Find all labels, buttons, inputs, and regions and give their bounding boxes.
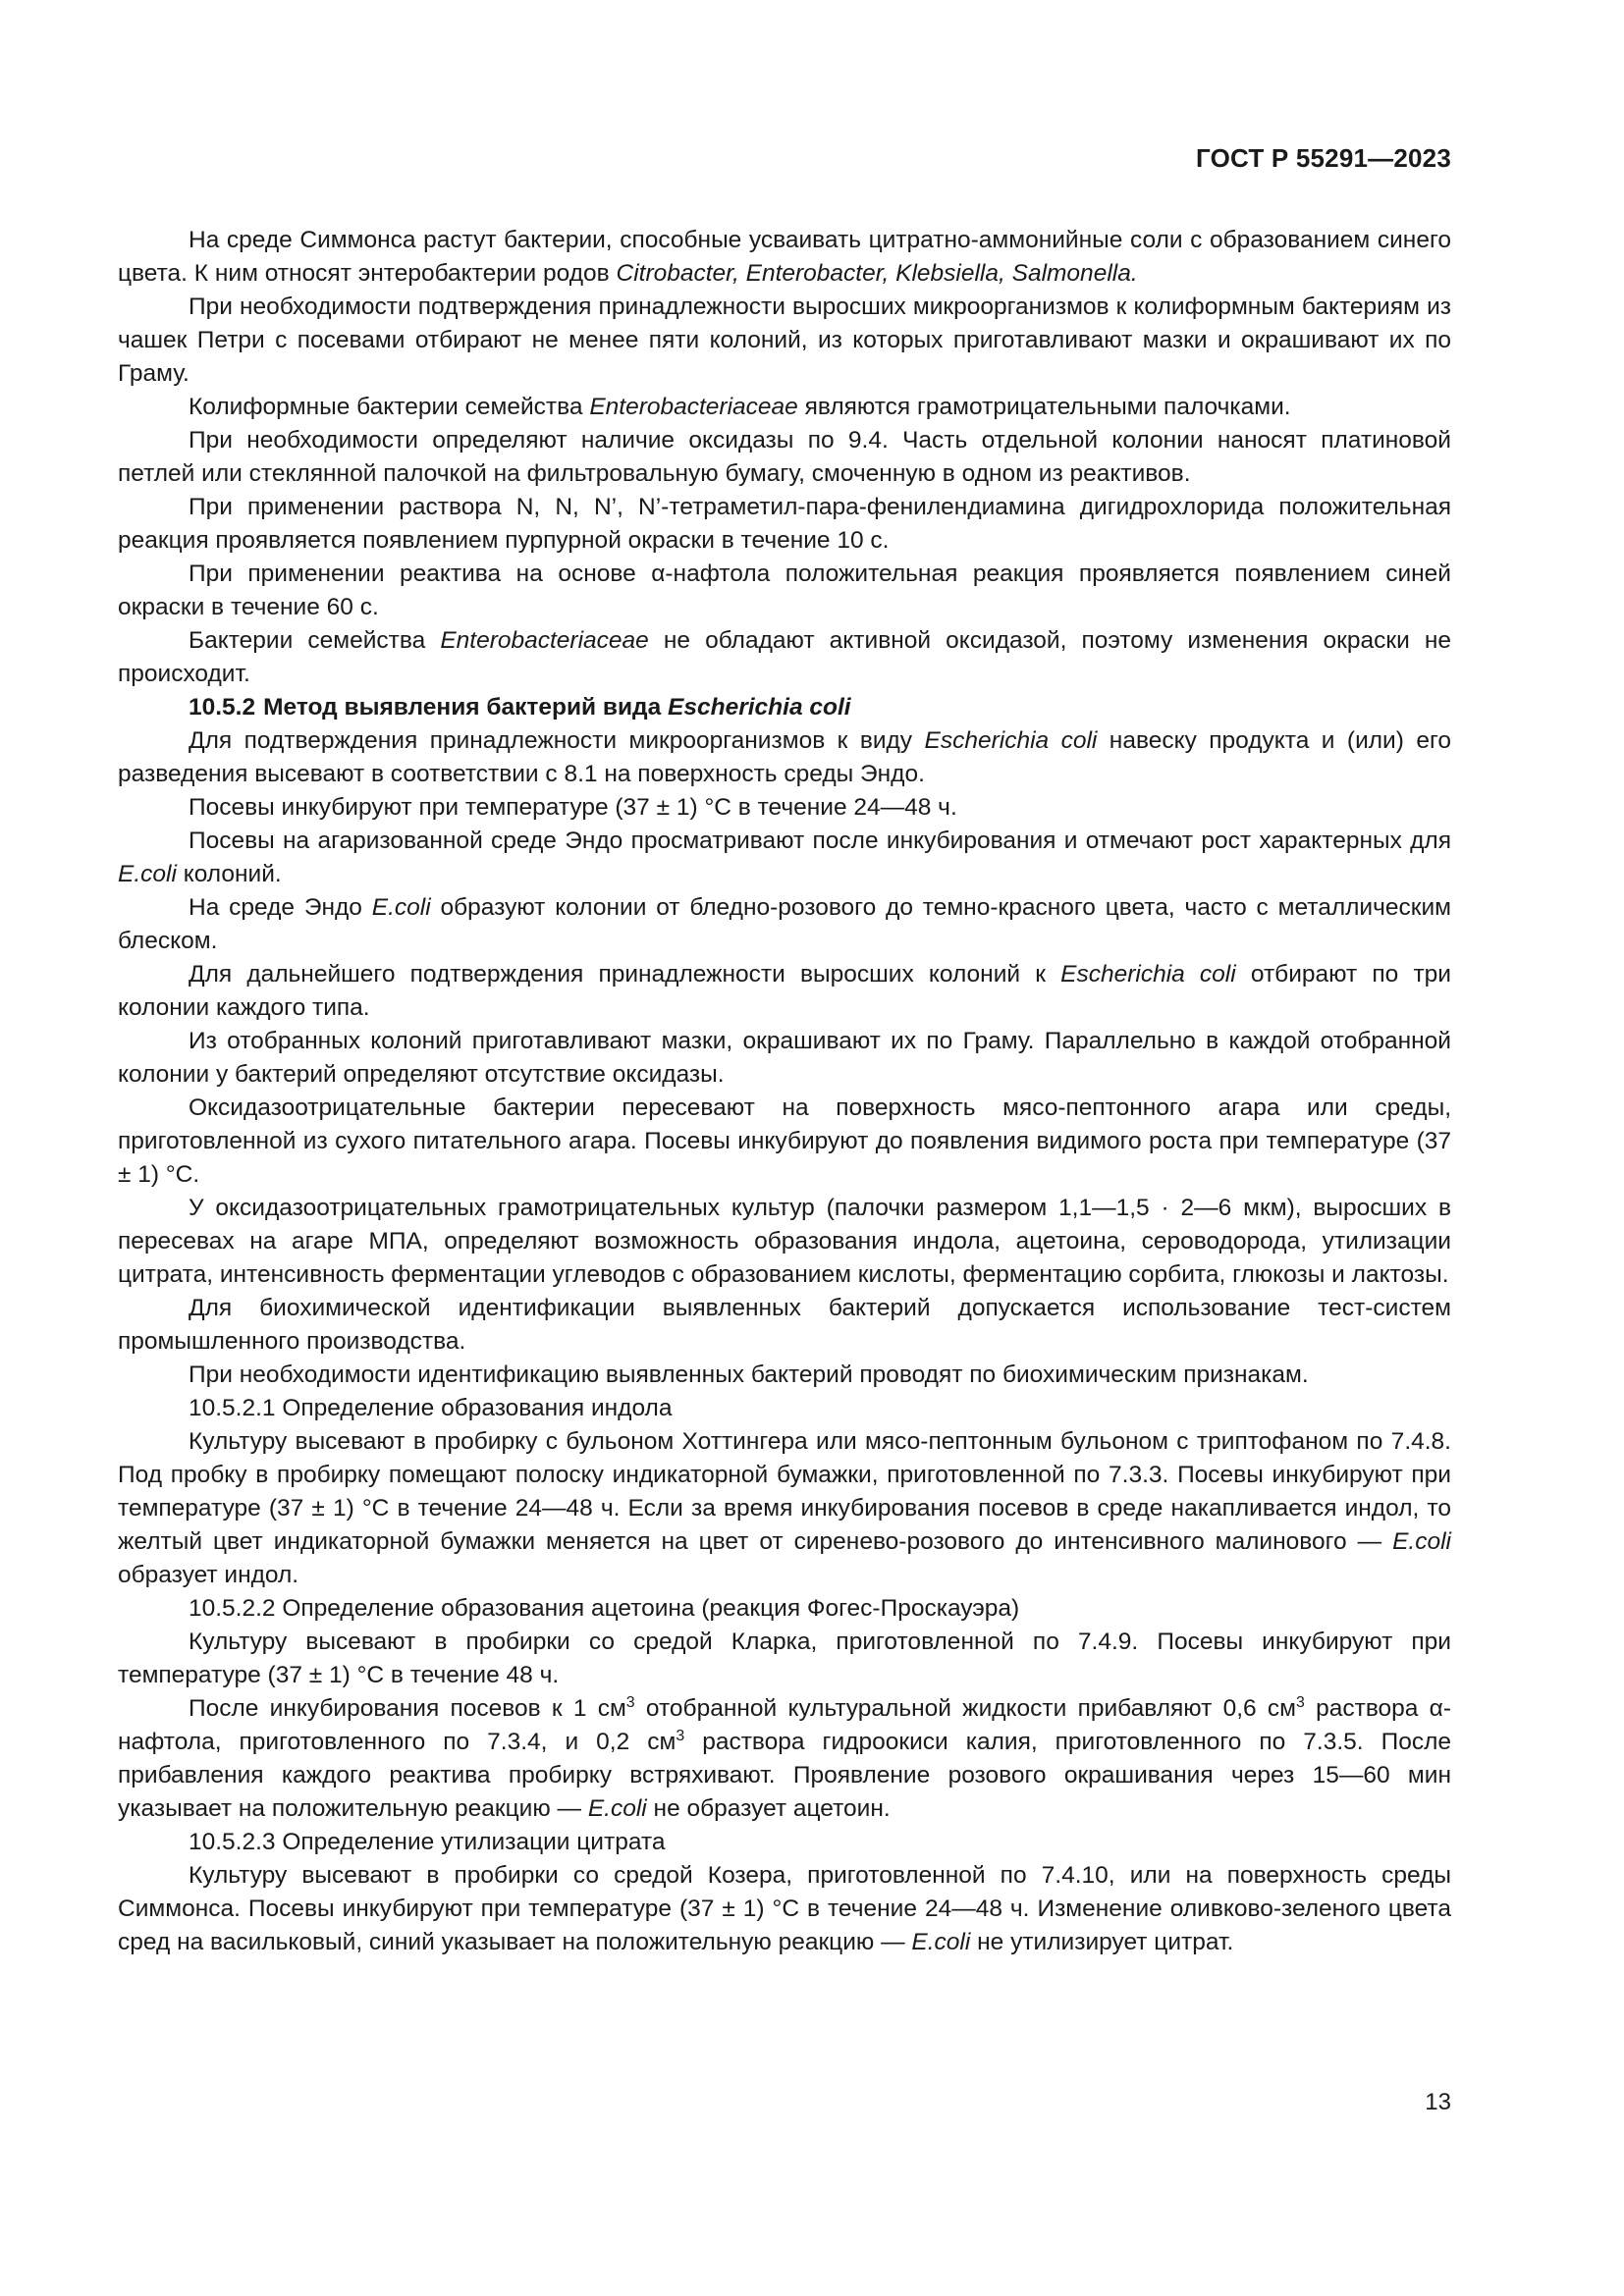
text-run: не образует ацетоин. [646, 1795, 891, 1822]
text-run: При применении раствора N, N, N’, N’-тетраметил-пара-фенилендиамина дигидрохлорида положительная реакция проявляется появлением пурпурной окраски в течение 10 с. [118, 494, 1451, 554]
page-number: 13 [1425, 2089, 1451, 2115]
paragraph [118, 1425, 1451, 1592]
text-run: Из отобранных колоний приготавливают мазки, окрашивают их по Граму. Параллельно в каждой отобранной колонии у бактерий определяют отсутствие оксидазы. [118, 1028, 1451, 1088]
text-run: Метод выявления бактерий вида [263, 694, 669, 721]
text-run: При применении реактива на основе α-нафтола положительная реакция проявляется появлением синей окраски в течение 60 с. [118, 561, 1451, 620]
italic-term: Enterobacteriaceae [589, 394, 798, 420]
paragraph [118, 1692, 1451, 1826]
paragraph [118, 724, 1451, 791]
italic-term: E.coli [911, 1929, 971, 1955]
paragraph [118, 1626, 1451, 1692]
italic-term: E.coli [118, 861, 177, 887]
paragraph [118, 1392, 1451, 1425]
text-run: При необходимости идентификацию выявленных бактерий проводят по биохимическим признакам. [189, 1362, 1309, 1388]
document-header: ГОСТ Р 55291—2023 [1196, 143, 1451, 173]
paragraph [118, 1292, 1451, 1359]
text-run: При необходимости определяют наличие оксидазы по 9.4. Часть отдельной колонии наносят платиновой петлей или стеклянной палочкой на фильтровальную бумагу, смоченную в одном из реактивов. [118, 427, 1451, 487]
text-run: Культуру высевают в пробирки со средой Кларка, приготовленной по 7.4.9. Посевы инкубируют при температуре (37 ± 1) °C в течение 48 ч. [118, 1629, 1451, 1688]
text-run: образуют колонии от бледно-розового до темно-красного цвета, часто с металлическим блеском. [118, 894, 1452, 954]
text-run: Для подтверждения принадлежности микроорганизмов к виду [189, 727, 925, 754]
paragraph [118, 1025, 1451, 1092]
text-run: не обладают активной оксидазой, поэтому изменения окраски не происходит. [118, 627, 1451, 687]
text-run: Колиформные бактерии семейства [189, 394, 590, 420]
text-run: Культуру высевают в пробирки со средой Козера, приготовленной по 7.4.10, или на поверхность среды Симмонса. Посевы инкубируют при температуре (37 ± 1) °C в течение 24—48 ч. Изменение оливково-зеленого цвета сред на васильковый, синий указывает на положительную реакцию — [118, 1862, 1451, 1955]
document-body [118, 224, 1451, 1959]
section-heading [118, 691, 1451, 724]
paragraph [118, 1192, 1451, 1292]
italic-term: Enterobacteriaceae [440, 627, 649, 654]
text-run: образует индол. [118, 1562, 299, 1588]
text-run: раствора α-нафтола, приготовленного по 7.3.4, и 0,2 см [118, 1695, 1452, 1755]
text-run: На среде Симмонса растут бактерии, способные усваивать цитратно-аммонийные соли с образованием синего цвета. К ним относят энтеробактерии родов [118, 227, 1451, 287]
paragraph [118, 1359, 1451, 1392]
paragraph [118, 491, 1451, 558]
paragraph [118, 1859, 1451, 1959]
paragraph [118, 624, 1451, 691]
italic-term: Citrobacter, Enterobacter, Klebsiella, Salmonella. [616, 260, 1138, 287]
text-run: отбирают по три колонии каждого типа. [118, 961, 1451, 1021]
text-run: При необходимости подтверждения принадлежности выросших микроорганизмов к колиформным бактериям из чашек Петри с посевами отбирают не менее пяти колоний, из которых приготавливают мазки и окрашивают их по Граму. [118, 294, 1451, 387]
text-run: Для дальнейшего подтверждения принадлежности выросших колоний к [189, 961, 1061, 988]
paragraph [118, 825, 1451, 891]
paragraph [118, 958, 1451, 1025]
paragraph [118, 1592, 1451, 1626]
text-run: Посевы инкубируют при температуре (37 ± 1) °C в течение 24—48 ч. [189, 794, 957, 821]
text-run: колоний. [176, 861, 282, 887]
text-run: Бактерии семейства [189, 627, 441, 654]
text-run: У оксидазоотрицательных грамотрицательных культур (палочки размером 1,1—1,5 · 2—6 мкм), выросших в пересевах на агаре МПА, определяют возможность образования индола, ацетоина, сероводорода, утилизации цитрата, интенсивность ферментации углеводов с образованием кислоты, ферментацию сорбита, глюкозы и лактозы. [118, 1195, 1451, 1288]
superscript: 3 [1295, 1693, 1305, 1711]
text-run: 10.5.2.3 Определение утилизации цитрата [189, 1829, 666, 1855]
paragraph [118, 291, 1451, 391]
italic-term: Escherichia coli [668, 694, 851, 721]
paragraph [118, 891, 1451, 958]
paragraph [118, 791, 1451, 825]
paragraph [118, 1826, 1451, 1859]
text-run: Культуру высевают в пробирку с бульоном Хоттингера или мясо-пептонным бульоном с триптофаном по 7.4.8. Под пробку в пробирку помещают полоску индикаторной бумажки, приготовленной по 7.3.3. Посевы инкубируют при температуре (37 ± 1) °C в течение 24—48 ч. Если за время инкубирования посевов в среде накапливается индол, то желтый цвет индикаторной бумажки меняется на цвет от сиренево-розового до интенсивного малинового — [118, 1428, 1451, 1555]
italic-term: E.coli [371, 894, 431, 921]
section-number: 10.5.2 [189, 694, 256, 721]
italic-term: Escherichia coli [924, 727, 1098, 754]
text-run: не утилизирует цитрат. [970, 1929, 1234, 1955]
italic-term: E.coli [1392, 1528, 1451, 1555]
text-run: являются грамотрицательными палочками. [797, 394, 1291, 420]
superscript: 3 [625, 1693, 635, 1711]
paragraph [118, 424, 1451, 491]
text-run: 10.5.2.1 Определение образования индола [189, 1395, 673, 1421]
text-run: Оксидазоотрицательные бактерии пересевают на поверхность мясо-пептонного агара или среды, приготовленной из сухого питательного агара. Посевы инкубируют до появления видимого роста при температуре (37 ± 1) °C. [118, 1095, 1451, 1188]
italic-term: E.coli [587, 1795, 647, 1822]
paragraph [118, 1092, 1451, 1192]
text-run: На среде Эндо [189, 894, 372, 921]
paragraph [118, 558, 1451, 624]
paragraph [118, 391, 1451, 424]
text-run: навеску продукта и (или) его разведения высевают в соответствии с 8.1 на поверхность среды Эндо. [118, 727, 1451, 787]
paragraph [118, 224, 1451, 291]
text-run: После инкубирования посевов к 1 см [189, 1695, 626, 1722]
text-run: отобранной культуральной жидкости прибавляют 0,6 см [634, 1695, 1296, 1722]
text-run: раствора гидроокиси калия, приготовленного по 7.3.5. После прибавления каждого реактива пробирку встряхивают. Проявление розового окрашивания через 15—60 мин указывает на положительную реакцию — [118, 1729, 1451, 1822]
text-run: Для биохимической идентификации выявленных бактерий допускается использование тест-систем промышленного производства. [118, 1295, 1451, 1355]
superscript: 3 [676, 1727, 685, 1744]
italic-term: Escherichia coli [1060, 961, 1236, 988]
text-run: Посевы на агаризованной среде Эндо просматривают после инкубирования и отмечают рост характерных для [189, 828, 1451, 854]
text-run: 10.5.2.2 Определение образования ацетоина (реакция Фогес-Проскауэра) [189, 1595, 1020, 1622]
